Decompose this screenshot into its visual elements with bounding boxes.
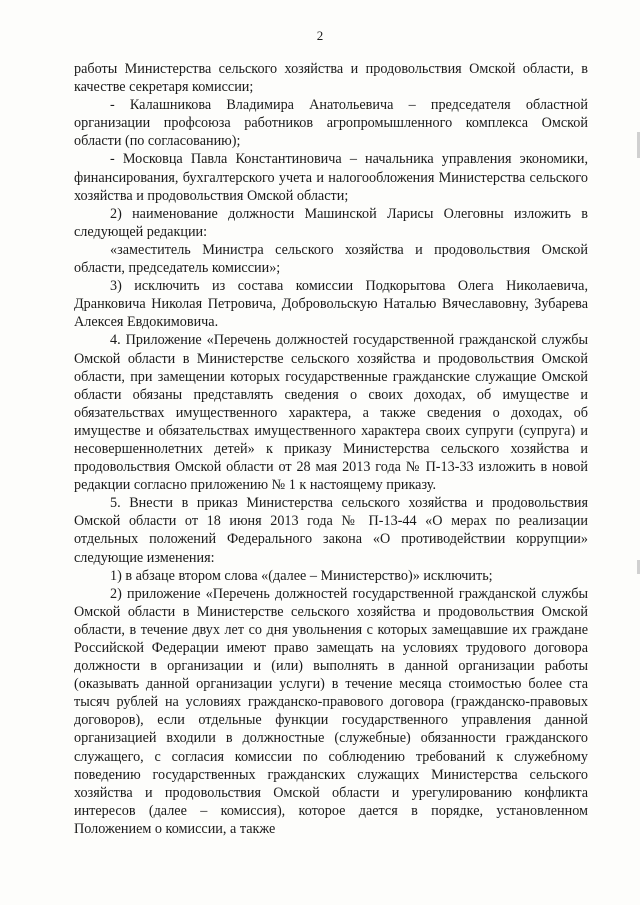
page-number: 2	[316, 28, 324, 43]
paragraph-secretary-continuation: работы Министерства сельского хозяйства и продовольствия Омской области, в качестве секретаря комиссии;	[74, 61, 588, 96]
paragraph-section-5-item-2: 2) приложение «Перечень должностей государственной гражданской службы Омской области в Министерстве сельского хозяйства и продовольствия Омской области, в течение двух лет со дня увольнения с которых замещавшие их граждане Российской Федерации имеют право замещать на условиях трудового договора должности в организации и (или) выполнять в данной организации работы (оказывать данной организации услуги) в течение месяца стоимостью более ста тысяч рублей на условиях гражданско-правового договора (гражданско-правовых договоров), если отдельные функции государственного управления данной организацией входили в должностные (служебные) обязанности гражданского служащего, с согласия комиссии по соблюдению требований к служебному поведению государственных гражданских служащих Министерства сельского хозяйства и продовольствия Омской области и урегулированию конфликта интересов (далее – комиссия), которое дается в порядке, установленном Положением о комиссии, а также	[74, 585, 588, 837]
paragraph-section-5: 5. Внести в приказ Министерства сельского хозяйства и продовольствия Омской области от 18 июня 2013 года № П-13-44 «О мерах по реализации отдельных положений Федерального закона «О противодействии коррупции» следующие изменения:	[74, 495, 588, 566]
paragraph-section-4: 4. Приложение «Перечень должностей государственной гражданской службы Омской области в Министерстве сельского хозяйства и продовольствия Омской области, при замещении которых государственные гражданские служащие Омской области обязаны представлять сведения о своих доходах, об имуществе и обязательствах имущественного характера, а также сведения о доходах, об имуществе и обязательствах имущественного характера своих супруги (супруга) и несовершеннолетних детей» к приказу Министерства сельского хозяйства и продовольствия Омской области от 28 мая 2013 года № П-13-33 изложить в новой редакции согласно приложению № 1 к настоящему приказу.	[74, 332, 588, 494]
paragraph-item-3-exclude: 3) исключить из состава комиссии Подкорытова Олега Николаевича, Дранковича Николая Петровича, Добровольскую Наталью Вячеславовну, Зубарева Алексея Евдокимовича.	[74, 278, 588, 331]
document-body	[74, 60, 588, 838]
paragraph-item-2-rename: 2) наименование должности Машинской Ларисы Олеговны изложить в следующей редакции:	[74, 205, 588, 240]
paragraph-new-title-quote: «заместитель Министра сельского хозяйства и продовольствия Омской области, председатель комиссии»;	[74, 241, 588, 277]
paragraph-section-5-item-1: 1) в абзаце втором слова «(далее – Министерство)» исключить;	[110, 567, 493, 584]
paragraph-kalashnikov: - Калашникова Владимира Анатольевича – председателя областной организации профсоюза работников агропромышленного комплекса Омской области (по согласованию);	[74, 97, 588, 150]
paragraph-moskovets: - Московца Павла Константиновича – начальника управления экономики, финансирования, бухгалтерского учета и налогообложения Министерства сельского хозяйства и продовольствия Омской области;	[74, 151, 588, 204]
